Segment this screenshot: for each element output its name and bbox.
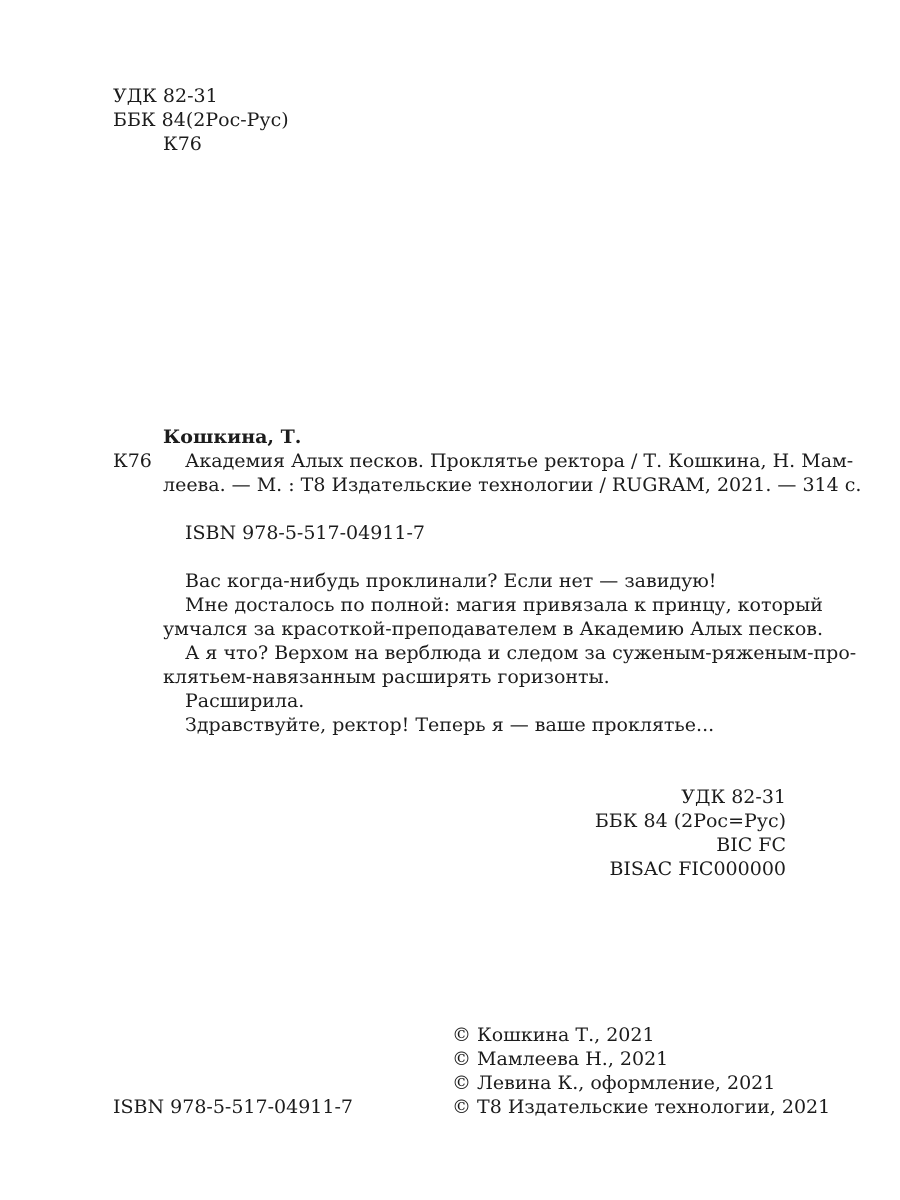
classification-udk: УДК 82-31 — [681, 786, 786, 808]
annotation-line: умчался за красоткой-преподавателем в Академию Алых песков. — [163, 618, 824, 640]
annotation-line: Вас когда-нибудь проклинали? Если нет — завидую! — [185, 570, 717, 592]
bbk-code: ББК 84(2Рос-Рус) — [113, 109, 289, 131]
record-isbn: ISBN 978-5-517-04911-7 — [185, 522, 425, 544]
classification-block — [595, 785, 786, 881]
record-description-line-2: леева. — М. : Т8 Издательские технологии / RUGRAM, 2021. — 314 с. — [163, 474, 862, 496]
copyright-line: © Левина К., оформление, 2021 — [452, 1072, 776, 1094]
copyright-block — [452, 1023, 830, 1119]
copyright-line: © Т8 Издательские технологии, 2021 — [452, 1096, 831, 1118]
udk-code: УДК 82-31 — [113, 85, 218, 107]
classification-bic: BIC FC — [716, 834, 786, 856]
classification-bisac: BISAC FIC000000 — [609, 858, 786, 880]
annotation-line: А я что? Верхом на верблюда и следом за суженым-ряженым-про- — [185, 642, 857, 664]
annotation-line: Здравствуйте, ректор! Теперь я — ваше проклятье... — [185, 714, 715, 736]
footer-isbn: ISBN 978-5-517-04911-7 — [113, 1096, 353, 1118]
record-author: Кошкина, Т. — [163, 426, 302, 448]
record-description-line-1: Академия Алых песков. Проклятье ректора / Т. Кошкина, Н. Мам- — [185, 450, 854, 472]
copyright-line: © Мамлеева Н., 2021 — [452, 1048, 669, 1070]
copyright-line: © Кошкина Т., 2021 — [452, 1024, 655, 1046]
annotation-line: Расширила. — [185, 690, 305, 712]
annotation-line: Мне досталось по полной: магия привязала к принцу, который — [185, 594, 823, 616]
record-author-mark: К76 — [113, 450, 152, 472]
classification-bbk: ББК 84 (2Рос=Рус) — [594, 810, 786, 832]
annotation-line: клятьем-навязанным расширять горизонты. — [163, 666, 610, 688]
author-mark: К76 — [163, 133, 202, 155]
